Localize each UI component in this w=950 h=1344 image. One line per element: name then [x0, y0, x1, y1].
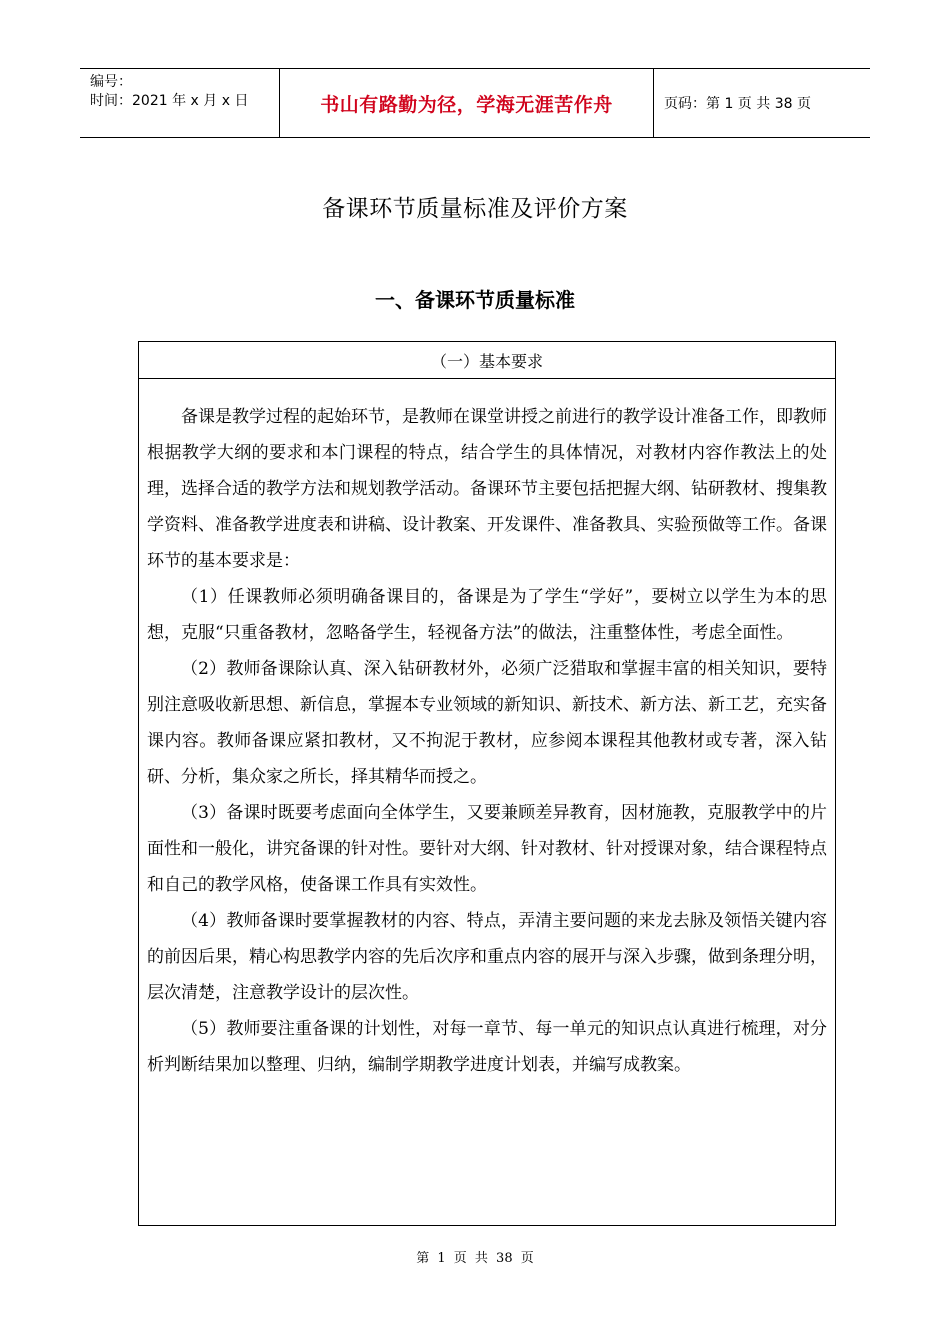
- header-meta: [80, 69, 280, 137]
- section-title: 一、备课环节质量标准: [375, 288, 575, 312]
- header-motto: 书山有路勤为径，学海无涯苦作舟: [280, 69, 654, 137]
- paragraph-intro: 备课是教学过程的起始环节，是教师在课堂讲授之前进行的教学设计准备工作，即教师根据教学大纲的要求和本门课程的特点，结合学生的具体情况，对教材内容作教法上的处理，选择合适的教学方法和规划教学活动。备课环节主要包括把握大纲、钻研教材、搜集教学资料、准备教学进度表和讲稿、设计教案、开发课件、准备教具、实验预做等工作。备课环节的基本要求是：: [147, 407, 827, 571]
- box-header: （一）基本要求: [139, 342, 835, 379]
- document-header: [80, 68, 870, 138]
- page-footer: 第 1 页 共 38 页: [416, 1251, 534, 1266]
- paragraph-item-5: （5）教师要注重备课的计划性，对每一章节、每一单元的知识点认真进行梳理，对分析判断结果加以整理、归纳，编制学期教学进度计划表，并编写成教案。: [147, 1019, 827, 1075]
- document-title: 备课环节质量标准及评价方案: [322, 196, 628, 222]
- content-box: [138, 341, 836, 1226]
- paragraph-item-3: （3）备课时既要考虑面向全体学生，又要兼顾差异教育，因材施教，克服教学中的片面性和一般化，讲究备课的针对性。要针对大纲、针对教材、针对授课对象，结合课程特点和自己的教学风格，使备课工作具有实效性。: [147, 803, 827, 895]
- paragraph-item-2: （2）教师备课除认真、深入钻研教材外，必须广泛猎取和掌握丰富的相关知识，要特别注意吸收新思想、新信息，掌握本专业领域的新知识、新技术、新方法、新工艺，充实备课内容。教师备课应紧扣教材，又不拘泥于教材，应参阅本课程其他教材或专著，深入钻研、分析，集众家之所长，择其精华而授之。: [147, 659, 827, 787]
- paragraph-item-4: （4）教师备课时要掌握教材的内容、特点，弄清主要问题的来龙去脉及领悟关键内容的前因后果，精心构思教学内容的先后次序和重点内容的展开与深入步骤，做到条理分明，层次清楚，注意教学设计的层次性。: [147, 911, 827, 1003]
- number-label: 编号：: [90, 74, 132, 90]
- time-label: 时间：2021 年 x 月 x 日: [90, 93, 249, 109]
- paragraph-item-1: （1）任课教师必须明确备课目的，备课是为了学生“学好”，要树立以学生为本的思想，克服“只重备教材，忽略备学生，轻视备方法”的做法，注重整体性，考虑全面性。: [147, 587, 827, 643]
- box-body: [139, 379, 835, 1083]
- header-page-info: 页码：第 1 页 共 38 页: [664, 96, 811, 112]
